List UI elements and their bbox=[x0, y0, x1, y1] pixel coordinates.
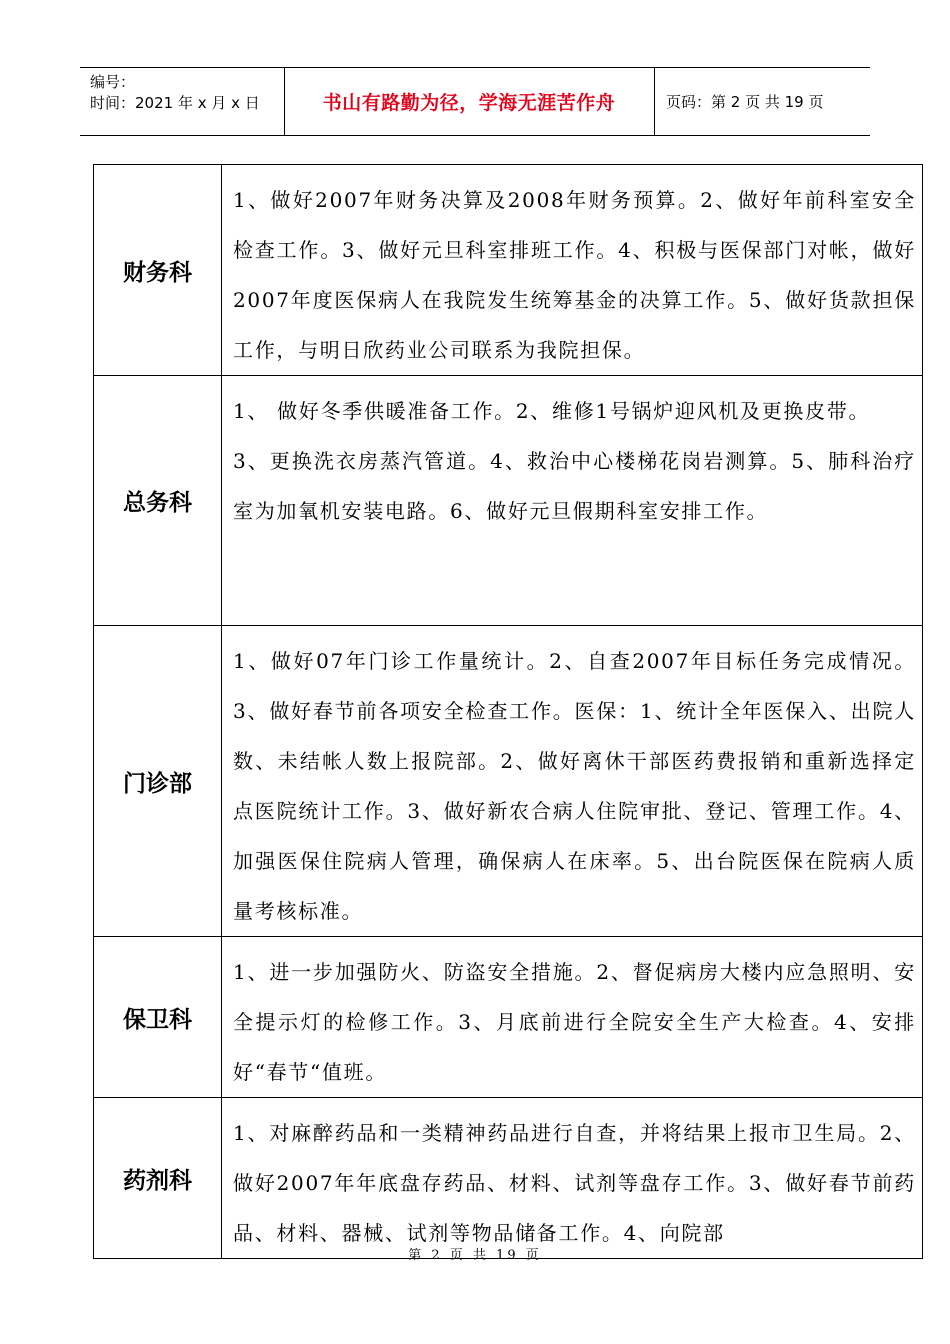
dept-tasks: 1、对麻醉药品和一类精神药品进行自查，并将结果上报市卫生局。2、做好2007年年底盘存药品、材料、试剂等盘存工作。3、做好春节前药品、材料、器械、试剂等物品储备工作。4、向院部 bbox=[222, 1098, 923, 1259]
table-row bbox=[94, 1098, 923, 1259]
task-item: 3、更换洗衣房蒸汽管道。4、救治中心楼梯花岗岩测算。5、肺科治疗室为加氧机安装电路。6、做好元旦假期科室安排工作。 bbox=[233, 449, 916, 523]
header-page-info: 页码：第 2 页 共 19 页 bbox=[666, 93, 824, 111]
page-footer: 第 2 页 共 19 页 bbox=[408, 1248, 542, 1263]
number-label: 编号： bbox=[90, 73, 136, 91]
dept-tasks: 1、进一步加强防火、防盗安全措施。2、督促病房大楼内应急照明、安全提示灯的检修工作。3、月底前进行全院安全生产大检查。4、安排好“春节“值班。 bbox=[222, 937, 923, 1098]
time-label: 时间：2021 年 x 月 x 日 bbox=[90, 94, 260, 112]
header-slogan: 书山有路勤为径，学海无涯苦作舟 bbox=[322, 92, 616, 114]
dept-tasks bbox=[222, 376, 923, 626]
dept-tasks: 1、做好07年门诊工作量统计。2、自查2007年目标任务完成情况。3、做好春节前各项安全检查工作。医保：1、统计全年医保入、出院人数、未结帐人数上报院部。2、做好离休干部医药费报销和重新选择定点医院统计工作。3、做好新农合病人住院审批、登记、管理工作。4、加强医保住院病人管理，确保病人在床率。5、出台院医保在院病人质量考核标准。 bbox=[222, 626, 923, 937]
table-row bbox=[94, 937, 923, 1098]
dept-tasks: 1、做好2007年财务决算及2008年财务预算。2、做好年前科室安全检查工作。3、做好元旦科室排班工作。4、积极与医保部门对帐，做好2007年度医保病人在我院发生统筹基金的决算工作。5、做好货款担保工作，与明日欣药业公司联系为我院担保。 bbox=[222, 165, 923, 376]
dept-name: 药剂科 bbox=[94, 1098, 222, 1259]
table-row bbox=[94, 626, 923, 937]
task-item-hanging: 1、 做好冬季供暖准备工作。2、维修1号锅炉迎风机及更换皮带。 bbox=[233, 399, 871, 423]
table-row bbox=[94, 376, 923, 626]
page-header bbox=[80, 67, 870, 136]
work-plan-table bbox=[93, 164, 923, 1259]
dept-name: 门诊部 bbox=[94, 626, 222, 937]
header-meta bbox=[90, 72, 260, 114]
table-row bbox=[94, 165, 923, 376]
header-divider bbox=[654, 67, 655, 136]
dept-name: 保卫科 bbox=[94, 937, 222, 1098]
dept-name: 财务科 bbox=[94, 165, 222, 376]
dept-name: 总务科 bbox=[94, 376, 222, 626]
